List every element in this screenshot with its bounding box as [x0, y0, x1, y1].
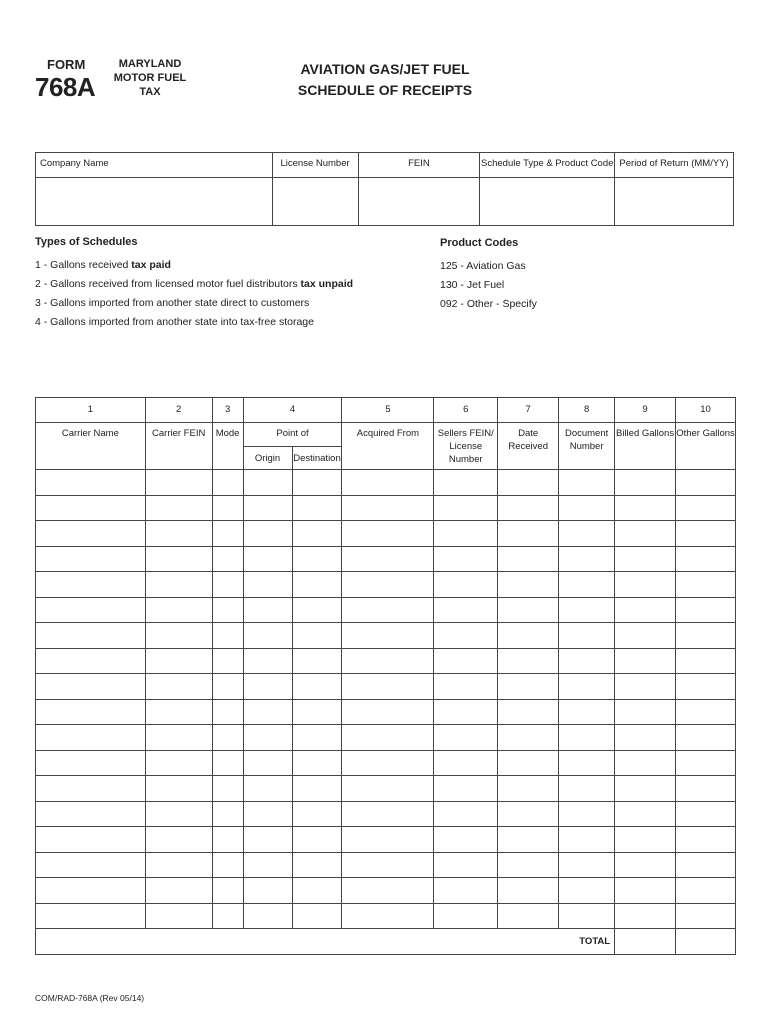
table-cell[interactable] [498, 495, 559, 521]
table-cell[interactable] [145, 903, 212, 929]
table-cell[interactable] [559, 597, 615, 623]
column-number: 3 [212, 398, 243, 423]
table-row [36, 699, 736, 725]
table-row [36, 572, 736, 598]
table-cell[interactable] [434, 776, 498, 802]
product-codes-list [440, 257, 537, 314]
table-cell[interactable] [292, 623, 342, 649]
table-cell[interactable] [676, 546, 736, 572]
table-cell[interactable] [243, 827, 292, 853]
table-cell[interactable] [212, 495, 243, 521]
table-cell[interactable] [292, 470, 342, 496]
table-row [36, 776, 736, 802]
table-cell[interactable] [36, 495, 146, 521]
table-cell[interactable] [243, 495, 292, 521]
table-cell[interactable] [676, 903, 736, 929]
destination-header: Destination [292, 447, 342, 470]
table-cell[interactable] [559, 725, 615, 751]
table-cell[interactable] [342, 776, 434, 802]
product-code-item: 125 - Aviation Gas [440, 260, 526, 272]
table-cell[interactable] [615, 470, 676, 496]
table-cell[interactable] [243, 750, 292, 776]
table-cell[interactable] [212, 903, 243, 929]
table-cell[interactable] [559, 470, 615, 496]
table-cell[interactable] [243, 546, 292, 572]
table-cell[interactable] [342, 852, 434, 878]
table-cell[interactable] [676, 776, 736, 802]
schedule-item: 3 - Gallons imported from another state direct to customers [35, 297, 310, 309]
table-cell[interactable] [615, 725, 676, 751]
period-of-return-field[interactable] [615, 178, 734, 226]
table-cell[interactable] [145, 750, 212, 776]
table-cell[interactable] [342, 699, 434, 725]
table-cell[interactable] [434, 699, 498, 725]
column-number: 2 [145, 398, 212, 423]
table-cell[interactable] [243, 521, 292, 547]
mode-header: Mode [212, 423, 243, 470]
table-cell[interactable] [615, 674, 676, 700]
table-cell[interactable] [434, 495, 498, 521]
column-number: 8 [559, 398, 615, 423]
column-number: 9 [615, 398, 676, 423]
table-cell[interactable] [615, 801, 676, 827]
table-cell[interactable] [243, 852, 292, 878]
table-cell[interactable] [498, 801, 559, 827]
table-cell[interactable] [243, 725, 292, 751]
table-cell[interactable] [292, 903, 342, 929]
point-of-header: Point of [243, 423, 342, 447]
table-cell[interactable] [342, 495, 434, 521]
table-cell[interactable] [36, 597, 146, 623]
table-cell[interactable] [559, 546, 615, 572]
table-cell[interactable] [434, 597, 498, 623]
table-cell[interactable] [498, 852, 559, 878]
table-cell[interactable] [212, 597, 243, 623]
table-row [36, 470, 736, 496]
table-cell[interactable] [676, 827, 736, 853]
table-cell[interactable] [676, 572, 736, 598]
table-cell[interactable] [292, 495, 342, 521]
table-cell[interactable] [36, 725, 146, 751]
table-cell[interactable] [243, 878, 292, 904]
table-cell[interactable] [498, 597, 559, 623]
table-row [36, 674, 736, 700]
table-cell[interactable] [676, 597, 736, 623]
table-cell[interactable] [212, 725, 243, 751]
table-cell[interactable] [559, 623, 615, 649]
table-cell[interactable] [212, 801, 243, 827]
table-cell[interactable] [36, 546, 146, 572]
table-cell[interactable] [559, 750, 615, 776]
form-number: 768A [35, 72, 96, 102]
table-cell[interactable] [342, 801, 434, 827]
table-cell[interactable] [243, 597, 292, 623]
table-row [36, 623, 736, 649]
table-cell[interactable] [342, 674, 434, 700]
table-cell[interactable] [36, 801, 146, 827]
table-cell[interactable] [36, 521, 146, 547]
license-number-header: License Number [272, 153, 358, 178]
table-row [36, 878, 736, 904]
table-cell[interactable] [676, 674, 736, 700]
table-cell[interactable] [559, 878, 615, 904]
table-cell[interactable] [498, 674, 559, 700]
table-cell[interactable] [434, 470, 498, 496]
form-subtitle: SCHEDULE OF RECEIPTS [297, 82, 473, 98]
table-cell[interactable] [145, 572, 212, 598]
table-cell[interactable] [145, 801, 212, 827]
table-cell[interactable] [615, 750, 676, 776]
table-cell[interactable] [212, 827, 243, 853]
schedule-item: 4 - Gallons imported from another state into tax-free storage [35, 316, 314, 328]
table-cell[interactable] [292, 801, 342, 827]
date-received-header: Date Received [498, 423, 559, 470]
table-cell[interactable] [212, 750, 243, 776]
company-name-field[interactable] [36, 178, 273, 226]
table-cell[interactable] [212, 546, 243, 572]
agency-line: MARYLAND [118, 58, 182, 70]
table-cell[interactable] [292, 572, 342, 598]
table-cell[interactable] [36, 470, 146, 496]
table-cell[interactable] [615, 648, 676, 674]
table-cell[interactable] [292, 699, 342, 725]
column-number: 7 [498, 398, 559, 423]
table-cell[interactable] [145, 470, 212, 496]
table-cell[interactable] [145, 648, 212, 674]
table-cell[interactable] [615, 521, 676, 547]
table-cell[interactable] [434, 750, 498, 776]
table-cell[interactable] [342, 597, 434, 623]
table-cell[interactable] [36, 878, 146, 904]
table-cell[interactable] [145, 495, 212, 521]
table-cell[interactable] [615, 546, 676, 572]
table-cell[interactable] [342, 648, 434, 674]
table-cell[interactable] [615, 597, 676, 623]
table-cell[interactable] [615, 827, 676, 853]
table-cell[interactable] [434, 725, 498, 751]
table-cell[interactable] [243, 623, 292, 649]
table-cell[interactable] [212, 572, 243, 598]
table-cell[interactable] [498, 521, 559, 547]
table-cell[interactable] [243, 572, 292, 598]
table-cell[interactable] [36, 648, 146, 674]
table-cell[interactable] [559, 852, 615, 878]
table-cell[interactable] [676, 878, 736, 904]
table-cell[interactable] [243, 776, 292, 802]
table-cell[interactable] [676, 648, 736, 674]
table-cell[interactable] [676, 801, 736, 827]
table-cell[interactable] [292, 648, 342, 674]
table-cell[interactable] [434, 827, 498, 853]
table-cell[interactable] [559, 827, 615, 853]
table-cell[interactable] [36, 572, 146, 598]
table-cell[interactable] [243, 470, 292, 496]
company-name-header: Company Name [36, 153, 273, 178]
license-number-field[interactable] [272, 178, 358, 226]
table-cell[interactable] [559, 776, 615, 802]
table-cell[interactable] [342, 521, 434, 547]
schedule-item: 2 - Gallons received from licensed motor fuel distributors tax unpaid [35, 278, 354, 290]
table-row [36, 827, 736, 853]
table-cell[interactable] [36, 750, 146, 776]
table-row [36, 852, 736, 878]
table-cell[interactable] [243, 674, 292, 700]
table-cell[interactable] [145, 776, 212, 802]
total-other-gallons-field[interactable] [676, 929, 736, 955]
table-cell[interactable] [292, 546, 342, 572]
fein-header: FEIN [358, 153, 480, 178]
table-cell[interactable] [559, 648, 615, 674]
form-label: FORM [47, 57, 86, 72]
column-number: 6 [434, 398, 498, 423]
table-cell[interactable] [434, 623, 498, 649]
fein-field[interactable] [358, 178, 480, 226]
table-cell[interactable] [212, 470, 243, 496]
receipts-table [35, 397, 736, 955]
form-title: AVIATION GAS/JET FUEL [300, 61, 470, 77]
table-cell[interactable] [342, 903, 434, 929]
table-cell[interactable] [342, 878, 434, 904]
table-cell[interactable] [243, 801, 292, 827]
product-codes-title: Product Codes [440, 237, 519, 249]
table-cell[interactable] [434, 572, 498, 598]
total-billed-gallons-field[interactable] [615, 929, 676, 955]
table-cell[interactable] [676, 470, 736, 496]
table-cell[interactable] [36, 903, 146, 929]
table-cell[interactable] [292, 776, 342, 802]
table-cell[interactable] [676, 521, 736, 547]
table-cell[interactable] [559, 495, 615, 521]
table-cell[interactable] [292, 827, 342, 853]
table-cell[interactable] [498, 878, 559, 904]
table-cell[interactable] [615, 623, 676, 649]
table-row [36, 495, 736, 521]
carrier-name-header: Carrier Name [36, 423, 146, 470]
table-cell[interactable] [434, 546, 498, 572]
sellers-fein-header: Sellers FEIN/ License Number [434, 423, 498, 470]
table-cell[interactable] [292, 521, 342, 547]
table-cell[interactable] [498, 725, 559, 751]
table-cell[interactable] [243, 648, 292, 674]
table-cell[interactable] [36, 623, 146, 649]
column-number: 5 [342, 398, 434, 423]
table-cell[interactable] [615, 495, 676, 521]
table-cell[interactable] [292, 878, 342, 904]
table-cell[interactable] [145, 827, 212, 853]
table-cell[interactable] [676, 852, 736, 878]
table-cell[interactable] [145, 725, 212, 751]
total-label: TOTAL [36, 929, 615, 955]
table-row [36, 597, 736, 623]
table-row [36, 903, 736, 929]
table-cell[interactable] [434, 852, 498, 878]
schedule-type-header: Schedule Type & Product Code [480, 153, 615, 178]
company-info-table [35, 152, 734, 226]
table-cell[interactable] [212, 623, 243, 649]
carrier-fein-header: Carrier FEIN [145, 423, 212, 470]
table-cell[interactable] [498, 546, 559, 572]
table-cell[interactable] [145, 878, 212, 904]
table-cell[interactable] [559, 674, 615, 700]
table-cell[interactable] [434, 521, 498, 547]
table-cell[interactable] [559, 572, 615, 598]
table-cell[interactable] [434, 903, 498, 929]
table-cell[interactable] [145, 597, 212, 623]
table-cell[interactable] [36, 674, 146, 700]
table-row [36, 648, 736, 674]
table-cell[interactable] [212, 776, 243, 802]
table-cell[interactable] [243, 903, 292, 929]
table-cell[interactable] [434, 674, 498, 700]
table-cell[interactable] [292, 597, 342, 623]
table-cell[interactable] [498, 470, 559, 496]
table-cell[interactable] [36, 776, 146, 802]
table-cell[interactable] [615, 878, 676, 904]
table-cell[interactable] [145, 623, 212, 649]
table-cell[interactable] [292, 852, 342, 878]
table-cell[interactable] [342, 546, 434, 572]
table-cell[interactable] [36, 827, 146, 853]
agency-line: MOTOR FUEL [113, 72, 187, 84]
table-cell[interactable] [676, 623, 736, 649]
billed-gallons-header: Billed Gallons [615, 423, 676, 470]
table-cell[interactable] [676, 699, 736, 725]
document-number-header: Document Number [559, 423, 615, 470]
table-cell[interactable] [145, 546, 212, 572]
table-cell[interactable] [615, 776, 676, 802]
column-number: 10 [676, 398, 736, 423]
form-code: COM/RAD-768A (Rev 05/14) [35, 993, 145, 1003]
table-cell[interactable] [342, 623, 434, 649]
table-cell[interactable] [342, 470, 434, 496]
table-cell[interactable] [434, 801, 498, 827]
schedule-item: 1 - Gallons received tax paid [35, 259, 171, 271]
table-cell[interactable] [212, 674, 243, 700]
product-code-item: 130 - Jet Fuel [440, 279, 505, 291]
table-cell[interactable] [342, 827, 434, 853]
table-cell[interactable] [559, 801, 615, 827]
table-cell[interactable] [342, 750, 434, 776]
other-gallons-header: Other Gallons [676, 423, 736, 470]
table-cell[interactable] [498, 572, 559, 598]
table-cell[interactable] [36, 852, 146, 878]
table-cell[interactable] [145, 521, 212, 547]
schedules-list [35, 256, 353, 332]
table-cell[interactable] [36, 699, 146, 725]
table-row [36, 521, 736, 547]
product-code-item: 092 - Other - Specify [440, 298, 537, 310]
table-cell[interactable] [498, 750, 559, 776]
table-row [36, 801, 736, 827]
acquired-from-header: Acquired From [342, 423, 434, 470]
column-number: 1 [36, 398, 146, 423]
table-cell[interactable] [498, 903, 559, 929]
table-cell[interactable] [498, 623, 559, 649]
agency-line: TAX [139, 86, 161, 98]
table-cell[interactable] [212, 521, 243, 547]
table-row [36, 750, 736, 776]
table-cell[interactable] [498, 699, 559, 725]
table-cell[interactable] [498, 827, 559, 853]
table-cell[interactable] [559, 699, 615, 725]
table-cell[interactable] [559, 521, 615, 547]
period-of-return-header: Period of Return (MM/YY) [615, 153, 734, 178]
table-cell[interactable] [615, 852, 676, 878]
table-cell[interactable] [676, 725, 736, 751]
table-cell[interactable] [145, 674, 212, 700]
table-cell[interactable] [498, 776, 559, 802]
table-cell[interactable] [342, 725, 434, 751]
table-cell[interactable] [212, 648, 243, 674]
table-cell[interactable] [615, 903, 676, 929]
table-cell[interactable] [559, 903, 615, 929]
schedule-type-field[interactable] [480, 178, 615, 226]
table-cell[interactable] [342, 572, 434, 598]
table-cell[interactable] [292, 674, 342, 700]
origin-header: Origin [243, 447, 292, 470]
column-number: 4 [243, 398, 342, 423]
table-cell[interactable] [145, 852, 212, 878]
table-cell[interactable] [292, 725, 342, 751]
table-cell[interactable] [498, 648, 559, 674]
table-cell[interactable] [212, 699, 243, 725]
table-cell[interactable] [615, 699, 676, 725]
table-cell[interactable] [212, 852, 243, 878]
table-cell[interactable] [212, 878, 243, 904]
table-cell[interactable] [434, 878, 498, 904]
table-cell[interactable] [145, 699, 212, 725]
table-row [36, 725, 736, 751]
table-cell[interactable] [243, 699, 292, 725]
table-cell[interactable] [292, 750, 342, 776]
table-cell[interactable] [676, 750, 736, 776]
table-row [36, 546, 736, 572]
table-cell[interactable] [615, 572, 676, 598]
table-cell[interactable] [676, 495, 736, 521]
schedules-title: Types of Schedules [35, 236, 138, 248]
table-cell[interactable] [434, 648, 498, 674]
